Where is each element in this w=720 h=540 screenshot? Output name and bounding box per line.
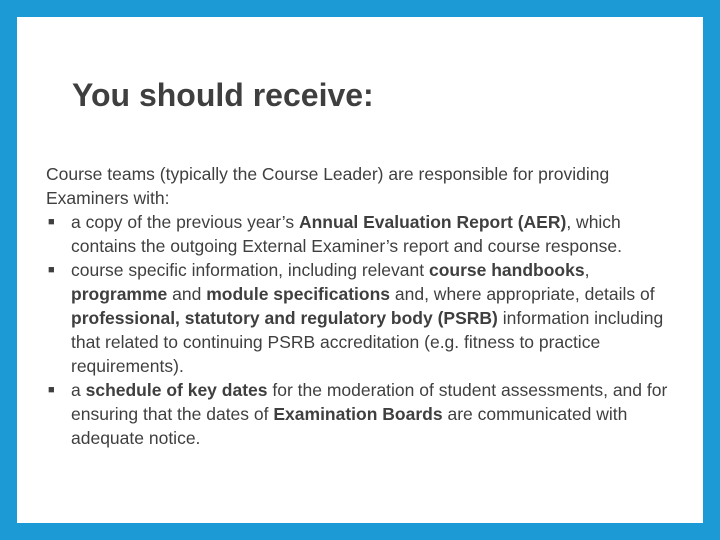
bullet-icon: ■ [48, 384, 55, 396]
bullet-bold-text: Examination Boards [273, 404, 443, 424]
bullet-bold-text: course handbooks [428, 260, 585, 280]
slide-body [46, 162, 686, 450]
bullet-text: , which contains the outgoing External Examiner’s report and course response. [71, 212, 622, 256]
bullet-icon: ■ [48, 216, 55, 228]
slide-title: You should receive: [72, 77, 374, 113]
bullet-text: a [71, 380, 86, 400]
bullet-bold-text: module specifications [206, 284, 391, 304]
bullet-text: information including that related to continuing PSRB accreditation (e.g. fitness to practice requirements). [71, 308, 664, 376]
bullet-text: course specific information, including relevant [71, 260, 429, 280]
bullet-text: , [584, 260, 590, 280]
bullet-text: for the moderation of student assessments, and for ensuring that the dates of [71, 380, 668, 424]
bullet-text: and [167, 284, 207, 304]
bullet-text: and, where appropriate, details of [390, 284, 655, 304]
bullet-bold-text: Annual Evaluation Report (AER) [298, 212, 567, 232]
intro-text: Course teams (typically the Course Leader) are responsible for providing Examiners with: [46, 164, 610, 208]
bullet-text: a copy of the previous year’s [71, 212, 299, 232]
bullet-icon: ■ [48, 264, 55, 276]
list-item [46, 210, 686, 258]
bullet-text: are communicated with adequate notice. [71, 404, 628, 448]
bullet-bold-text: schedule of key dates [85, 380, 268, 400]
list-item [46, 378, 686, 450]
bullet-bold-text: professional, statutory and regulatory body (PSRB) [71, 308, 498, 328]
slide [17, 17, 703, 523]
bullet-bold-text: programme [71, 284, 168, 304]
bullet-list [46, 210, 686, 450]
list-item [46, 258, 686, 378]
